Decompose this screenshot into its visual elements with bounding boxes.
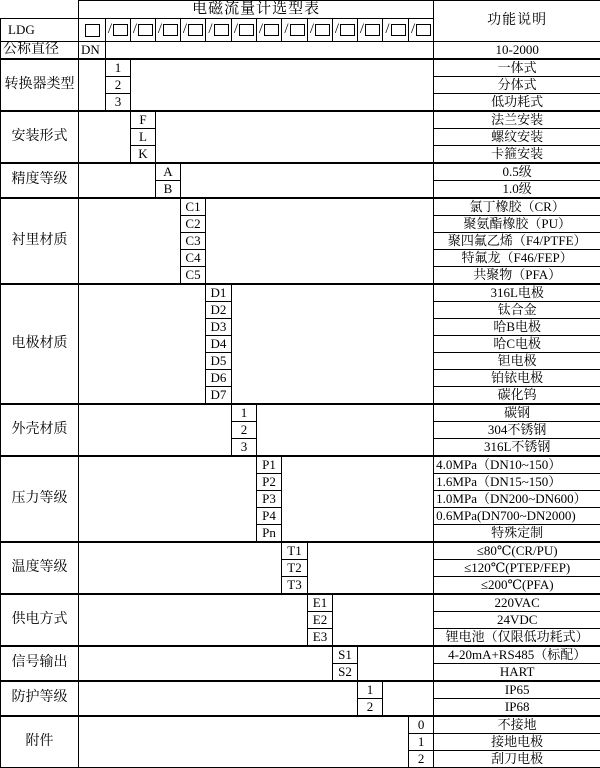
spacer-cell [383, 681, 434, 716]
spacer-cell [181, 163, 434, 198]
function-desc: 钛合金 [434, 302, 600, 319]
function-desc: 0.5级 [434, 163, 600, 181]
option-code: C5 [181, 267, 206, 285]
segment-box [188, 24, 203, 36]
option-code: L [131, 129, 156, 146]
function-desc: 24VDC [434, 612, 600, 629]
segment-slash: / [158, 21, 162, 37]
category-label: 供电方式 [1, 594, 79, 646]
model-segment-cell [131, 19, 156, 42]
function-desc: 刮刀电极 [434, 751, 600, 768]
function-desc: 低功耗式 [434, 94, 600, 112]
function-desc: 分体式 [434, 77, 600, 94]
option-code: 2 [358, 699, 383, 717]
function-desc: HART [434, 664, 600, 682]
table-row [1, 646, 600, 664]
segment-slash: / [411, 21, 415, 37]
option-code: P3 [257, 491, 282, 508]
table-row [1, 594, 600, 612]
table-row [1, 42, 600, 60]
model-segment-cell [333, 19, 358, 42]
model-segment-cell [156, 19, 181, 42]
category-label: 衬里材质 [1, 198, 79, 284]
spacer-cell [308, 542, 434, 594]
spacer-cell [79, 59, 106, 111]
option-code: DN [79, 42, 106, 60]
option-code: C3 [181, 233, 206, 250]
function-desc: ≤80℃(CR/PU) [434, 542, 600, 560]
model-segment-cell [232, 19, 257, 42]
option-code: T3 [282, 577, 308, 595]
category-label: 安装形式 [1, 111, 79, 163]
function-desc: 10-2000 [434, 42, 600, 60]
segment-slash: / [133, 21, 137, 37]
spacer-cell [282, 456, 434, 542]
segment-box [264, 24, 279, 36]
category-label: 压力等级 [1, 456, 79, 542]
spacer-cell [79, 646, 333, 681]
function-desc: 哈C电极 [434, 336, 600, 353]
option-code: C2 [181, 216, 206, 233]
function-desc: 聚四氟乙烯（F4/PTFE） [434, 233, 600, 250]
function-desc: IP68 [434, 699, 600, 717]
option-code: D5 [206, 353, 232, 370]
option-code: D3 [206, 319, 232, 336]
table-row [1, 542, 600, 560]
function-desc: 卡箍安装 [434, 146, 600, 164]
table-title: 电磁流量计选型表 [79, 1, 434, 19]
model-segment-cell [206, 19, 232, 42]
category-label: 转换器类型 [1, 59, 79, 111]
option-code: Pn [257, 525, 282, 543]
option-code: E3 [308, 629, 333, 647]
spacer-cell [79, 681, 358, 716]
model-segment-cell [358, 19, 383, 42]
spacer-cell [79, 163, 156, 198]
spacer-cell [79, 284, 206, 404]
segment-box [163, 24, 178, 36]
table-row [1, 456, 600, 474]
function-desc: ≤200℃(PFA) [434, 577, 600, 595]
function-desc: 316L电极 [434, 284, 600, 302]
option-code: E2 [308, 612, 333, 629]
category-label: 精度等级 [1, 163, 79, 198]
option-code: T1 [282, 542, 308, 560]
option-code: D2 [206, 302, 232, 319]
spacer-cell [79, 198, 181, 284]
model-segment-cell [106, 19, 131, 42]
category-label: 信号输出 [1, 646, 79, 681]
segment-box [290, 24, 305, 36]
segment-box [214, 24, 229, 36]
table-row [1, 111, 600, 129]
model-base-box [85, 24, 100, 37]
table-row [1, 716, 600, 734]
category-label: 防护等级 [1, 681, 79, 716]
option-code: 2 [232, 422, 257, 439]
model-segment-cell [257, 19, 282, 42]
function-desc: 0.6MPa(DN700~DN2000) [434, 508, 600, 525]
segment-slash: / [284, 21, 288, 37]
model-code-label: LDG [1, 19, 79, 42]
option-code: S1 [333, 646, 358, 664]
category-label: 附件 [1, 716, 79, 768]
function-desc: 接地电极 [434, 734, 600, 751]
function-desc: 聚氨酯橡胶（PU） [434, 216, 600, 233]
option-code: P4 [257, 508, 282, 525]
option-code: B [156, 181, 181, 199]
option-code: C4 [181, 250, 206, 267]
option-code: K [131, 146, 156, 164]
category-label: 温度等级 [1, 542, 79, 594]
model-segment-cell [181, 19, 206, 42]
function-desc: 220VAC [434, 594, 600, 612]
spacer-cell [79, 716, 409, 768]
function-desc: 法兰安装 [434, 111, 600, 129]
spacer-cell [156, 111, 434, 163]
segment-box [416, 24, 431, 36]
option-code: 2 [409, 751, 434, 768]
segment-box [391, 24, 406, 36]
function-column-header: 功能说明 [434, 1, 600, 42]
segment-slash: / [234, 21, 238, 37]
segment-box [315, 24, 330, 36]
segment-box [113, 24, 128, 36]
segment-box [365, 24, 380, 36]
option-code: D7 [206, 387, 232, 405]
function-desc: 碳化钨 [434, 387, 600, 405]
function-desc: 锂电池（仅限低功耗式） [434, 629, 600, 647]
category-label: 电极材质 [1, 284, 79, 404]
table-row [1, 681, 600, 699]
function-desc: 氯丁橡胶（CR） [434, 198, 600, 216]
category-label: 外壳材质 [1, 404, 79, 456]
spacer-cell [79, 594, 308, 646]
table-row [1, 404, 600, 422]
option-code: 3 [106, 94, 131, 112]
function-desc: 螺纹安装 [434, 129, 600, 146]
segment-slash: / [259, 21, 263, 37]
segment-slash: / [385, 21, 389, 37]
option-code: T2 [282, 560, 308, 577]
function-desc: 不接地 [434, 716, 600, 734]
function-desc: 钽电极 [434, 353, 600, 370]
spacer-cell [79, 542, 282, 594]
segment-box [340, 24, 355, 36]
category-label-nominal-diameter: 公称直径 [1, 42, 79, 60]
spacer-cell [232, 284, 434, 404]
table-row [1, 284, 600, 302]
option-code: 1 [106, 59, 131, 77]
segment-slash: / [208, 21, 212, 37]
segment-box [138, 24, 153, 36]
function-desc: 316L不锈钢 [434, 439, 600, 457]
model-segment-cell [383, 19, 409, 42]
option-code: 1 [232, 404, 257, 422]
function-desc: 特氟龙（F46/FEP） [434, 250, 600, 267]
segment-slash: / [108, 21, 112, 37]
corner-cell [1, 1, 79, 19]
function-desc: IP65 [434, 681, 600, 699]
segment-slash: / [360, 21, 364, 37]
table-row [1, 198, 600, 216]
model-base-box-cell [79, 19, 106, 42]
segment-slash: / [183, 21, 187, 37]
spacer-cell [257, 404, 434, 456]
option-code: 3 [232, 439, 257, 457]
model-segment-cell [409, 19, 434, 42]
spacer-cell [206, 198, 434, 284]
option-code: P2 [257, 474, 282, 491]
function-desc: 一体式 [434, 59, 600, 77]
spacer-cell [79, 404, 232, 456]
function-desc: ≤120℃(PTEP/FEP) [434, 560, 600, 577]
model-segment-cell [308, 19, 333, 42]
function-desc: 4.0MPa（DN10~150） [434, 456, 600, 474]
function-desc: 4-20mA+RS485（标配） [434, 646, 600, 664]
function-desc: 哈B电极 [434, 319, 600, 336]
option-code: F [131, 111, 156, 129]
option-code: 1 [358, 681, 383, 699]
function-desc: 碳钢 [434, 404, 600, 422]
function-desc: 铂铱电极 [434, 370, 600, 387]
spacer-cell [131, 59, 434, 111]
option-code: A [156, 163, 181, 181]
option-code: D6 [206, 370, 232, 387]
segment-slash: / [335, 21, 339, 37]
option-code: D4 [206, 336, 232, 353]
spacer-cell [333, 594, 434, 646]
model-segment-cell [282, 19, 308, 42]
option-code: S2 [333, 664, 358, 682]
option-code: C1 [181, 198, 206, 216]
spacer-cell [358, 646, 434, 681]
option-code: D1 [206, 284, 232, 302]
option-code: 0 [409, 716, 434, 734]
function-desc: 1.0级 [434, 181, 600, 199]
table-row [1, 59, 600, 77]
option-code: E1 [308, 594, 333, 612]
segment-box [239, 24, 254, 36]
function-desc: 304不锈钢 [434, 422, 600, 439]
spacer-cell [79, 111, 131, 163]
option-code: 2 [106, 77, 131, 94]
function-desc: 特殊定制 [434, 525, 600, 543]
option-code: 1 [409, 734, 434, 751]
segment-slash: / [310, 21, 314, 37]
spacer-cell [106, 42, 434, 60]
spacer-cell [79, 456, 257, 542]
option-code: P1 [257, 456, 282, 474]
function-desc: 共聚物（PFA） [434, 267, 600, 285]
function-desc: 1.6MPa（DN15~150） [434, 474, 600, 491]
function-desc: 1.0MPa（DN200~DN600） [434, 491, 600, 508]
table-row [1, 163, 600, 181]
table-row [1, 1, 600, 19]
